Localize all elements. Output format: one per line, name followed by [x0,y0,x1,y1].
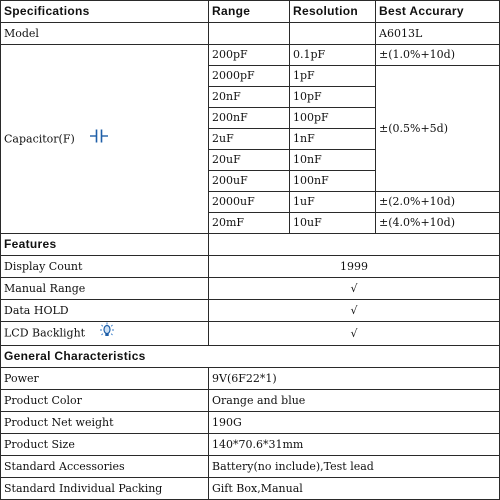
range-cell: 20nF [209,87,290,108]
general-value: 9V(6F22*1) [209,368,500,390]
backlight-bulb-icon [99,322,115,345]
general-row [1,434,500,456]
general-value: Orange and blue [209,390,500,412]
general-row [1,478,500,500]
feature-row [1,256,500,278]
accuracy-cell: ±(4.0%+10d) [376,213,500,234]
general-value: 140*70.6*31mm [209,434,500,456]
capacitor-row [1,45,500,66]
range-cell: 2uF [209,129,290,150]
feature-row [1,278,500,300]
general-row [1,390,500,412]
resolution-cell: 1uF [290,192,376,213]
header-best-accuracy: Best Accurary [376,1,500,23]
general-label: Standard Accessories [1,456,209,478]
features-header-empty [209,234,500,256]
range-cell: 20uF [209,150,290,171]
feature-label: LCD Backlight [4,326,86,340]
model-row [1,23,500,45]
header-specifications: Specifications [1,1,209,23]
feature-label: Data HOLD [1,300,209,322]
range-cell: 200uF [209,171,290,192]
features-title: Features [1,234,209,256]
header-row [1,1,500,23]
header-resolution: Resolution [290,1,376,23]
resolution-cell: 100pF [290,108,376,129]
feature-value: √ [209,322,500,346]
feature-label: Manual Range [1,278,209,300]
group-accuracy-cell: ±(0.5%+5d) [376,66,500,192]
features-header-row [1,234,500,256]
general-value: 190G [209,412,500,434]
general-label: Standard Individual Packing [1,478,209,500]
capacitor-icon [90,129,108,150]
range-cell: 200nF [209,108,290,129]
general-label: Power [1,368,209,390]
capacitor-label-cell [1,45,209,234]
general-label: Product Color [1,390,209,412]
resolution-cell: 10pF [290,87,376,108]
resolution-cell: 10nF [290,150,376,171]
model-empty-range [209,23,290,45]
range-cell: 2000uF [209,192,290,213]
general-row [1,412,500,434]
general-row [1,456,500,478]
model-value: A6013L [376,23,500,45]
resolution-cell: 1pF [290,66,376,87]
feature-row [1,322,500,346]
resolution-cell: 10uF [290,213,376,234]
header-range: Range [209,1,290,23]
feature-row [1,300,500,322]
accuracy-cell: ±(2.0%+10d) [376,192,500,213]
range-cell: 200pF [209,45,290,66]
range-cell: 20mF [209,213,290,234]
feature-label: Display Count [1,256,209,278]
general-title: General Characteristics [1,346,500,368]
feature-value: √ [209,278,500,300]
feature-label-cell [1,322,209,346]
general-value: Battery(no include),Test lead [209,456,500,478]
general-row [1,368,500,390]
general-label: Product Net weight [1,412,209,434]
model-empty-resolution [290,23,376,45]
feature-value: 1999 [209,256,500,278]
general-header-row [1,346,500,368]
general-label: Product Size [1,434,209,456]
accuracy-cell: ±(1.0%+10d) [376,45,500,66]
capacitor-label: Capacitor(F) [4,132,75,145]
feature-value: √ [209,300,500,322]
general-value: Gift Box,Manual [209,478,500,500]
range-cell: 2000pF [209,66,290,87]
resolution-cell: 0.1pF [290,45,376,66]
resolution-cell: 100nF [290,171,376,192]
resolution-cell: 1nF [290,129,376,150]
model-label: Model [1,23,209,45]
